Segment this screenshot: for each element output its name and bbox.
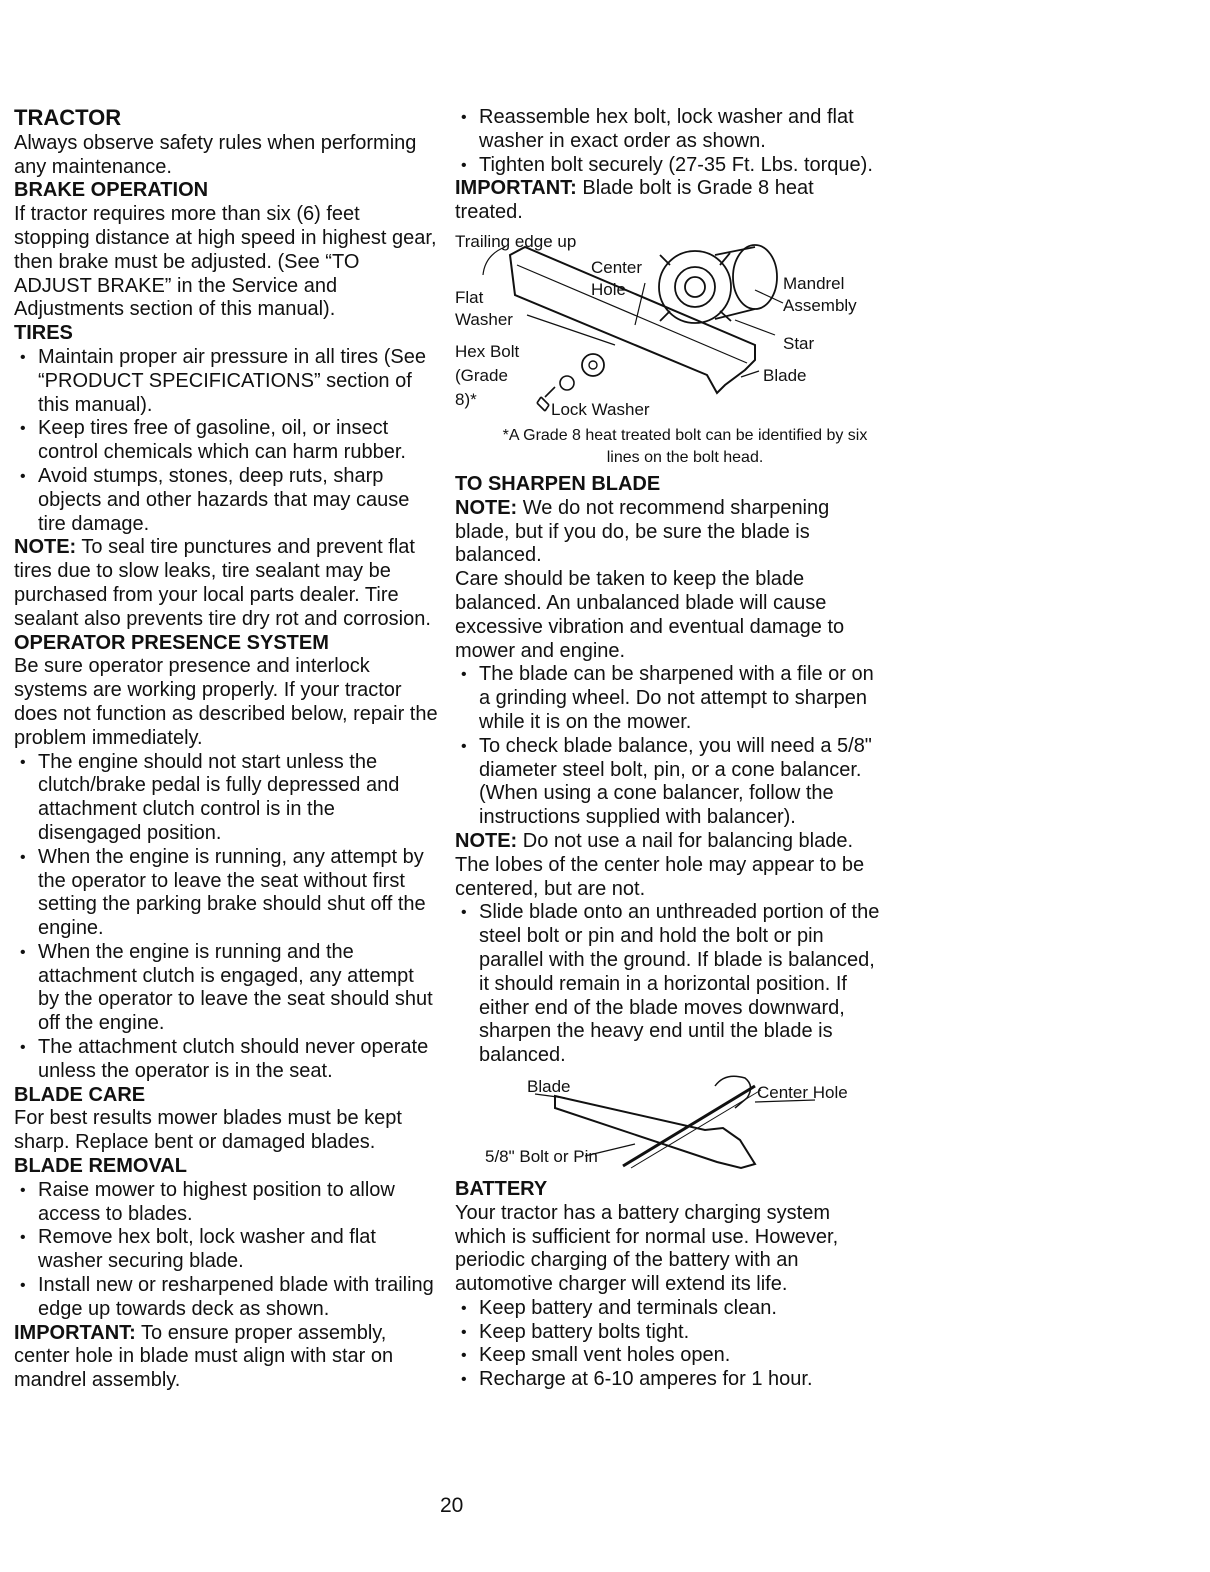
heading-to-sharpen-blade: TO SHARPEN BLADE bbox=[455, 472, 661, 495]
heading-operator-presence: OPERATOR PRESENCE SYSTEM bbox=[14, 631, 329, 654]
list-item: • The blade can be sharpened with a file or on a grinding wheel. Do not attempt to sharpen while it is on the mower. bbox=[479, 663, 885, 734]
sharpen-note bbox=[455, 497, 885, 568]
blade-assembly-diagram bbox=[455, 225, 885, 425]
label-bolt-or-pin: 5/8" Bolt or Pin bbox=[485, 1146, 598, 1166]
list-item: • Keep small vent holes open. bbox=[479, 1344, 885, 1368]
heading-blade-care: BLADE CARE bbox=[14, 1083, 146, 1106]
removal-list bbox=[14, 1179, 439, 1322]
heading-blade-removal: BLADE REMOVAL bbox=[14, 1155, 187, 1178]
lock-washer-icon bbox=[560, 376, 574, 390]
right-column bbox=[455, 106, 885, 1392]
important-label: IMPORTANT: bbox=[14, 1321, 136, 1344]
label-assembly: Assembly bbox=[783, 295, 857, 315]
battery-list bbox=[455, 1297, 885, 1392]
balance-list bbox=[455, 901, 885, 1068]
label-hex-bolt: Hex Bolt bbox=[455, 341, 520, 361]
page-number: 20 bbox=[440, 1494, 464, 1517]
blade-balance-diagram bbox=[455, 1068, 885, 1178]
flat-washer-icon bbox=[582, 354, 604, 376]
reassemble-list bbox=[455, 106, 885, 177]
label-flat: Flat bbox=[455, 287, 484, 307]
tractor-intro: Always observe safety rules when performing any maintenance. bbox=[14, 131, 417, 178]
section-title-tractor: TRACTOR bbox=[14, 105, 122, 130]
note-text: Do not use a nail for balancing blade. The lobes of the center hole may appear to be centered, but are not. bbox=[455, 829, 865, 900]
label-lock-washer: Lock Washer bbox=[551, 399, 650, 419]
list-item: • Maintain proper air pressure in all tires (See “PRODUCT SPECIFICATIONS” section of this manual). bbox=[38, 346, 439, 417]
removal-important bbox=[14, 1322, 439, 1393]
list-item: • When the engine is running, any attempt by the operator to leave the seat without first setting the parking brake should shut off the engine. bbox=[38, 846, 439, 941]
heading-tires: TIRES bbox=[14, 322, 73, 345]
label-grade: (Grade bbox=[455, 365, 508, 385]
ops-list bbox=[14, 751, 439, 1084]
battery-text: Your tractor has a battery charging system which is sufficient for normal use. However, periodic charging of the battery with an automotive charger will extend its life. bbox=[455, 1201, 839, 1296]
label-trailing-edge: Trailing edge up bbox=[455, 231, 577, 251]
brake-text: If tractor requires more than six (6) feet stopping distance at high speed in highest gear, then brake must be adjusted. (See “TO ADJUST BRAKE” in the Service and Adjustments section of this manual). bbox=[14, 203, 437, 321]
tires-note bbox=[14, 536, 439, 631]
list-item: • The engine should not start unless the clutch/brake pedal is fully depressed and attachment clutch control is in the disengaged position. bbox=[38, 751, 439, 846]
sharpen-text: Care should be taken to keep the blade balanced. An unbalanced blade will cause excessive vibration and eventual damage to mower and engine. bbox=[455, 568, 845, 662]
label-center: Center bbox=[591, 257, 643, 277]
list-item: • Raise mower to highest position to allow access to blades. bbox=[38, 1179, 439, 1227]
list-item: • Install new or resharpened blade with trailing edge up towards deck as shown. bbox=[38, 1274, 439, 1322]
left-column bbox=[14, 106, 439, 1393]
sharpen-list bbox=[455, 663, 885, 830]
sharpen-note2 bbox=[455, 830, 885, 901]
list-item: • Slide blade onto an unthreaded portion of the steel bolt or pin and hold the bolt or pin parallel with the ground. If blade is balanced, it should remain in a horizontal position. If either end of the blade moves downward, sharpen the heavy end until the blade is balanced. bbox=[479, 901, 885, 1068]
note-label: NOTE: bbox=[455, 496, 518, 519]
important-text: Blade bolt is Grade 8 heat treated. bbox=[455, 177, 814, 224]
list-item: • To check blade balance, you will need a 5/8" diameter steel bolt, pin, or a cone balancer. (When using a cone balancer, follow the instructions supplied with balancer). bbox=[479, 735, 885, 830]
figure-caption: *A Grade 8 heat treated bolt can be identified by six lines on the bolt head. bbox=[502, 426, 868, 466]
label-star: Star bbox=[783, 333, 815, 353]
list-item: • Keep tires free of gasoline, oil, or insect control chemicals which can harm rubber. bbox=[38, 417, 439, 465]
label-washer: Washer bbox=[455, 309, 513, 329]
list-item: • The attachment clutch should never operate unless the operator is in the seat. bbox=[38, 1036, 439, 1084]
list-item: • Keep battery bolts tight. bbox=[479, 1321, 885, 1345]
note-label: NOTE: bbox=[455, 829, 518, 852]
ops-text: Be sure operator presence and interlock systems are working properly. If your tractor does not function as described below, repair the problem immediately. bbox=[14, 655, 438, 749]
list-item: • Avoid stumps, stones, deep ruts, sharp objects and other hazards that may cause tire damage. bbox=[38, 465, 439, 536]
tires-list bbox=[14, 346, 439, 536]
list-item: • Keep battery and terminals clean. bbox=[479, 1297, 885, 1321]
care-text: For best results mower blades must be kept sharp. Replace bent or damaged blades. bbox=[14, 1107, 402, 1154]
list-item: • Remove hex bolt, lock washer and flat washer securing blade. bbox=[38, 1226, 439, 1274]
label-grade8: 8)* bbox=[455, 389, 477, 409]
label-center-hole: Center Hole bbox=[757, 1082, 848, 1102]
bolt-pin-icon bbox=[623, 1086, 755, 1166]
important-text: To ensure proper assembly, center hole in blade must align with star on mandrel assembly. bbox=[14, 1321, 394, 1392]
list-item: • Reassemble hex bolt, lock washer and flat washer in exact order as shown. bbox=[479, 106, 885, 154]
label-blade: Blade bbox=[763, 365, 807, 385]
heading-battery: BATTERY bbox=[455, 1177, 548, 1200]
note-text: To seal tire punctures and prevent flat tires due to slow leaks, tire sealant may be purchased from your local parts dealer. Tire sealant also prevents tire dry rot and corrosion. bbox=[14, 536, 431, 630]
bolt-important bbox=[455, 177, 885, 225]
important-label: IMPORTANT: bbox=[455, 177, 577, 200]
label-hole: Hole bbox=[591, 279, 626, 299]
list-item: • When the engine is running and the attachment clutch is engaged, any attempt by the operator to leave the seat should shut off the engine. bbox=[38, 941, 439, 1036]
list-item: • Recharge at 6-10 amperes for 1 hour. bbox=[479, 1368, 885, 1392]
label-blade: Blade bbox=[527, 1076, 571, 1096]
note-label: NOTE: bbox=[14, 536, 77, 559]
heading-brake-operation: BRAKE OPERATION bbox=[14, 179, 209, 202]
label-mandrel: Mandrel bbox=[783, 273, 845, 293]
list-item: • Tighten bolt securely (27-35 Ft. Lbs. torque). bbox=[479, 154, 885, 178]
note-text: We do not recommend sharpening blade, but if you do, be sure the blade is balanced. bbox=[455, 496, 830, 567]
